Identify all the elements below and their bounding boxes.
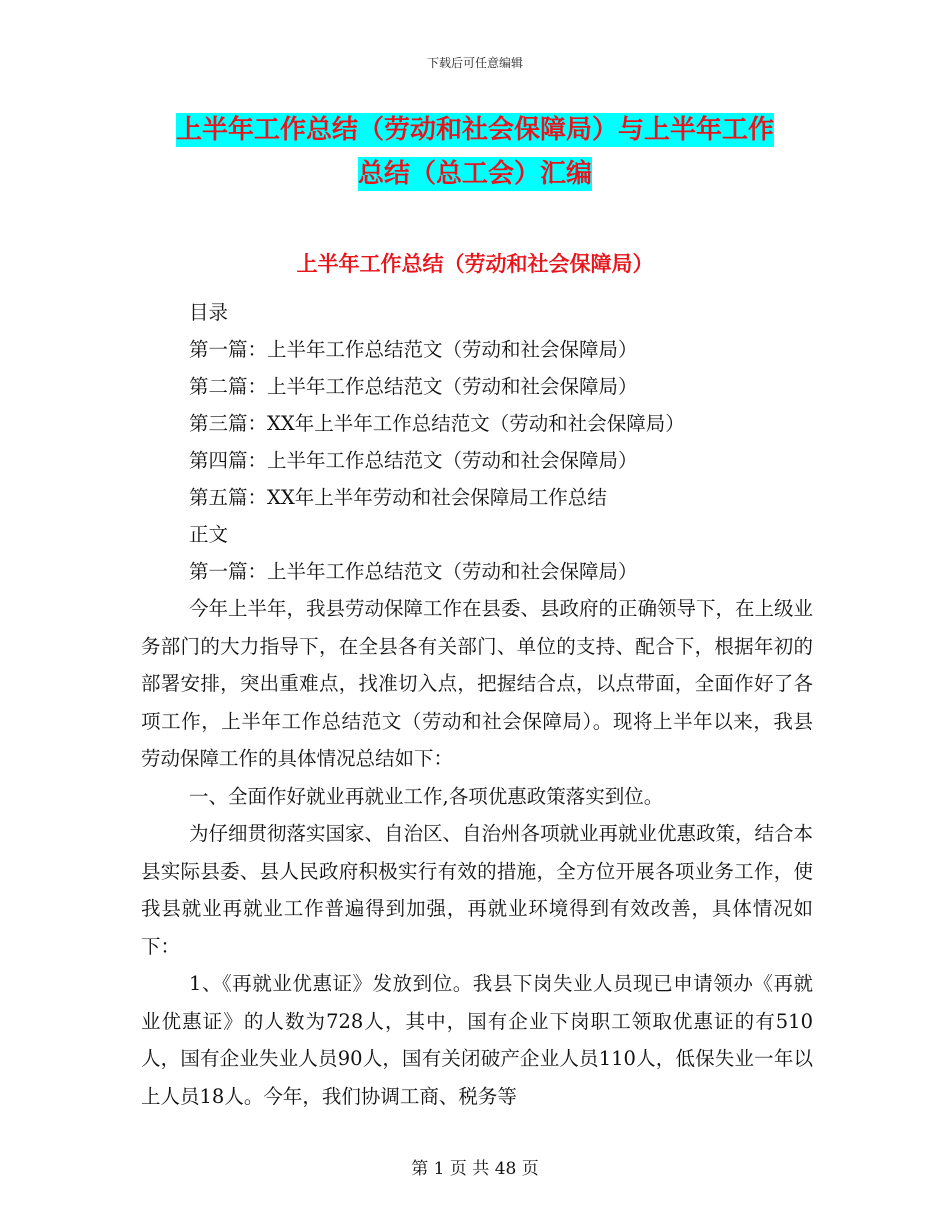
- body-text: [141, 590, 813, 1115]
- paragraph: 1、《再就业优惠证》发放到位。我县下岗失业人员现已申请领办《再就业优惠证》的人数为728人，其中，国有企业下岗职工领取优惠证的有510人，国有企业失业人员90人，国有关闭破产企业人员110人，低保失业一年以上人员18人。今年，我们协调工商、税务等: [141, 972, 813, 1108]
- section-title: 上半年工作总结（劳动和社会保障局）: [296, 252, 654, 276]
- toc-item: 第五篇：XX年上半年劳动和社会保障局工作总结: [189, 486, 607, 509]
- toc-item: 第二篇：上半年工作总结范文（劳动和社会保障局）: [189, 375, 638, 398]
- toc-item: 第一篇：上半年工作总结范文（劳动和社会保障局）: [189, 338, 638, 361]
- toc-item: 第四篇：上半年工作总结范文（劳动和社会保障局）: [189, 449, 638, 472]
- document-title-line-1-text: 上半年工作总结（劳动和社会保障局）与上半年工作: [175, 115, 774, 145]
- page-footer: 第 1 页 共 48 页: [411, 1159, 539, 1179]
- body-heading: 正文: [189, 523, 229, 546]
- document-title-line-1: [0, 113, 950, 147]
- header-note: 下载后可任意编辑: [426, 56, 523, 70]
- document-title-line-2: [0, 157, 950, 191]
- chapter-heading: 第一篇：上半年工作总结范文（劳动和社会保障局）: [189, 560, 638, 583]
- paragraph: 为仔细贯彻落实国家、自治区、自治州各项就业再就业优惠政策，结合本县实际县委、县人民政府积极实行有效的措施，全方位开展各项业务工作，使我县就业再就业工作普遍得到加强，再就业环境得到有效改善，具体情况如下：: [141, 822, 814, 958]
- toc-item: 第三篇：XX年上半年工作总结范文（劳动和社会保障局）: [189, 412, 685, 435]
- paragraph: 一、全面作好就业再就业工作,各项优惠政策落实到位。: [189, 784, 664, 808]
- paragraph: 今年上半年，我县劳动保障工作在县委、县政府的正确领导下，在上级业务部门的大力指导下，在全县各有关部门、单位的支持、配合下，根据年初的部署安排，突出重难点，找准切入点，把握结合点，以点带面，全面作好了各项工作，上半年工作总结范文（劳动和社会保障局）。现将上半年以来，我县劳动保障工作的具体情况总结如下：: [141, 597, 814, 770]
- toc-heading: 目录: [189, 301, 229, 324]
- document-title-line-2-text: 总结（总工会）汇编: [357, 159, 592, 189]
- table-of-contents: [189, 294, 685, 590]
